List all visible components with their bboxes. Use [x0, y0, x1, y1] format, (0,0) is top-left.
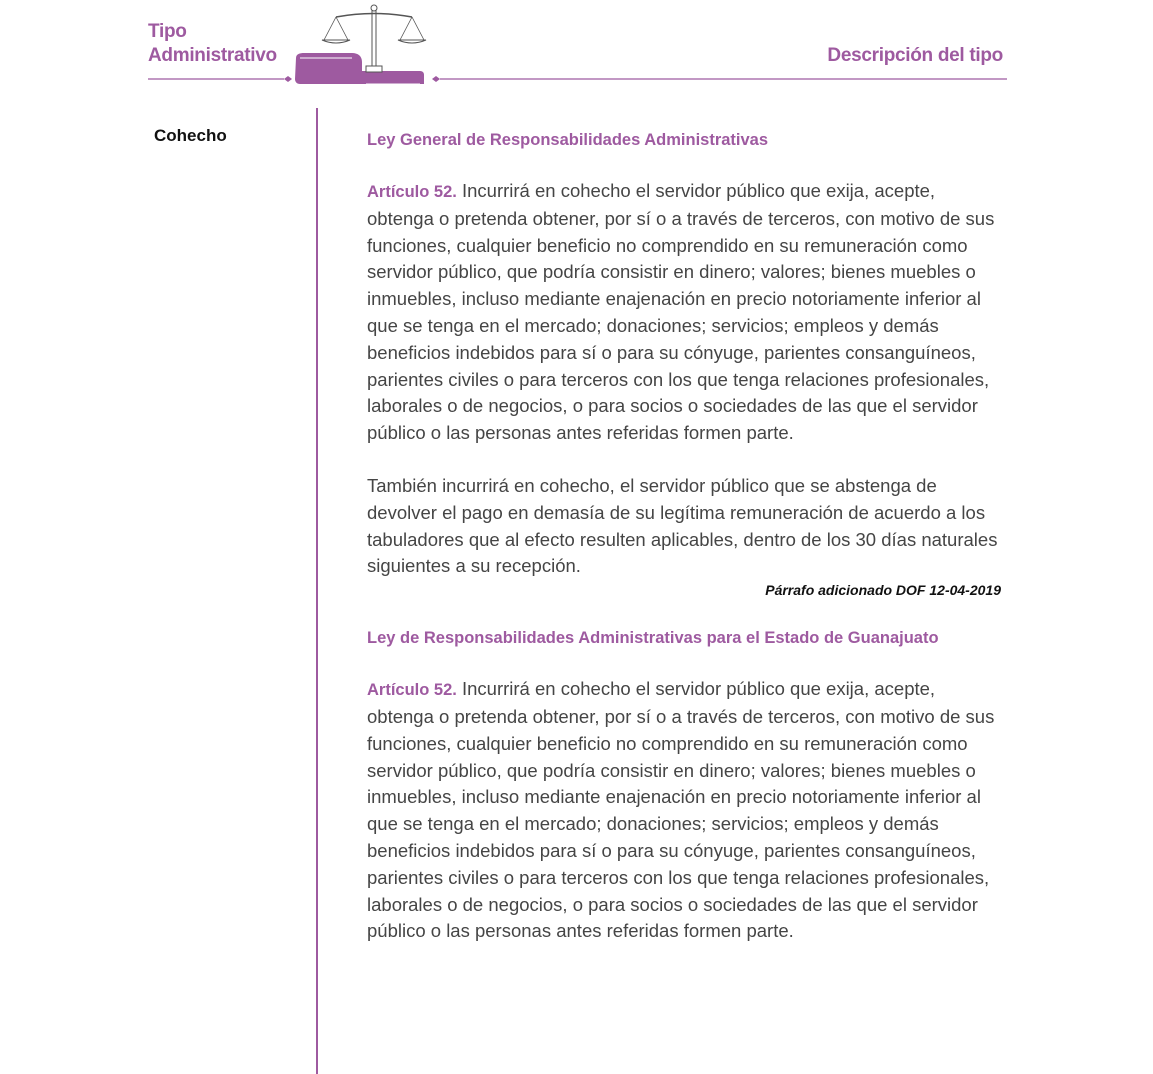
article-paragraph	[367, 178, 1007, 447]
article-text: Incurrirá en cohecho el servidor público que exija, acepte, obtenga o pretenda obtener, por sí o a través de terceros, con motivo de sus funciones, cualquier beneficio no comprendido en su remuneración como servidor público, que podría consistir en dinero; valores; bienes muebles o inmuebles, incluso mediante enajenación en precio notoriamente inferior al que se tenga en el mercado; donaciones; servicios; empleos y demás beneficios indebidos para sí o para su cónyuge, parientes consanguíneos, parientes civiles o para terceros con los que tenga relaciones profesionales, laborales o de negocios, o para socios o sociedades de las que el servidor público o las personas antes referidas formen parte.	[367, 180, 995, 444]
header-type-line2: Administrativo	[148, 45, 277, 66]
column-divider	[316, 108, 318, 1074]
law-title: Ley General de Responsabilidades Administrativas	[367, 131, 769, 149]
additional-paragraph: También incurrirá en cohecho, el servidor público que se abstenga de devolver el pago en demasía de su legítima remuneración de acuerdo a los tabuladores que al efecto resulten aplicables, dentro de los 30 días naturales siguientes a su recepción.	[367, 474, 998, 577]
type-name: Cohecho	[154, 126, 227, 145]
header-description-title: Descripción del tipo	[827, 45, 1003, 66]
article-paragraph	[367, 676, 1007, 945]
description-content	[367, 128, 1007, 945]
article-label: Artículo 52.	[367, 183, 457, 201]
amendment-note: Párrafo adicionado DOF 12-04-2019	[765, 582, 1001, 599]
article-label: Artículo 52.	[367, 681, 457, 700]
scales-of-justice-on-books-icon	[295, 5, 426, 84]
header-type-line1: Tipo	[148, 21, 187, 42]
article-text: Incurrirá en cohecho el servidor público que exija, acepte, obtenga o pretenda obtener, por sí o a través de terceros, con motivo de sus funciones, cualquier beneficio no comprendido en su remuneración como servidor público, que podría consistir en dinero; valores; bienes muebles o inmuebles, incluso mediante enajenación en precio notoriamente inferior al que se tenga en el mercado; donaciones; servicios; empleos y demás beneficios indebidos para sí o para su cónyuge, parientes consanguíneos, parientes civiles o para terceros con los que tenga relaciones profesionales, laborales o de negocios, o para socios o sociedades de las que el servidor público o las personas antes referidas formen parte.	[367, 678, 995, 942]
law-title: Ley de Responsabilidades Administrativas para el Estado de Guanajuato	[367, 629, 939, 648]
